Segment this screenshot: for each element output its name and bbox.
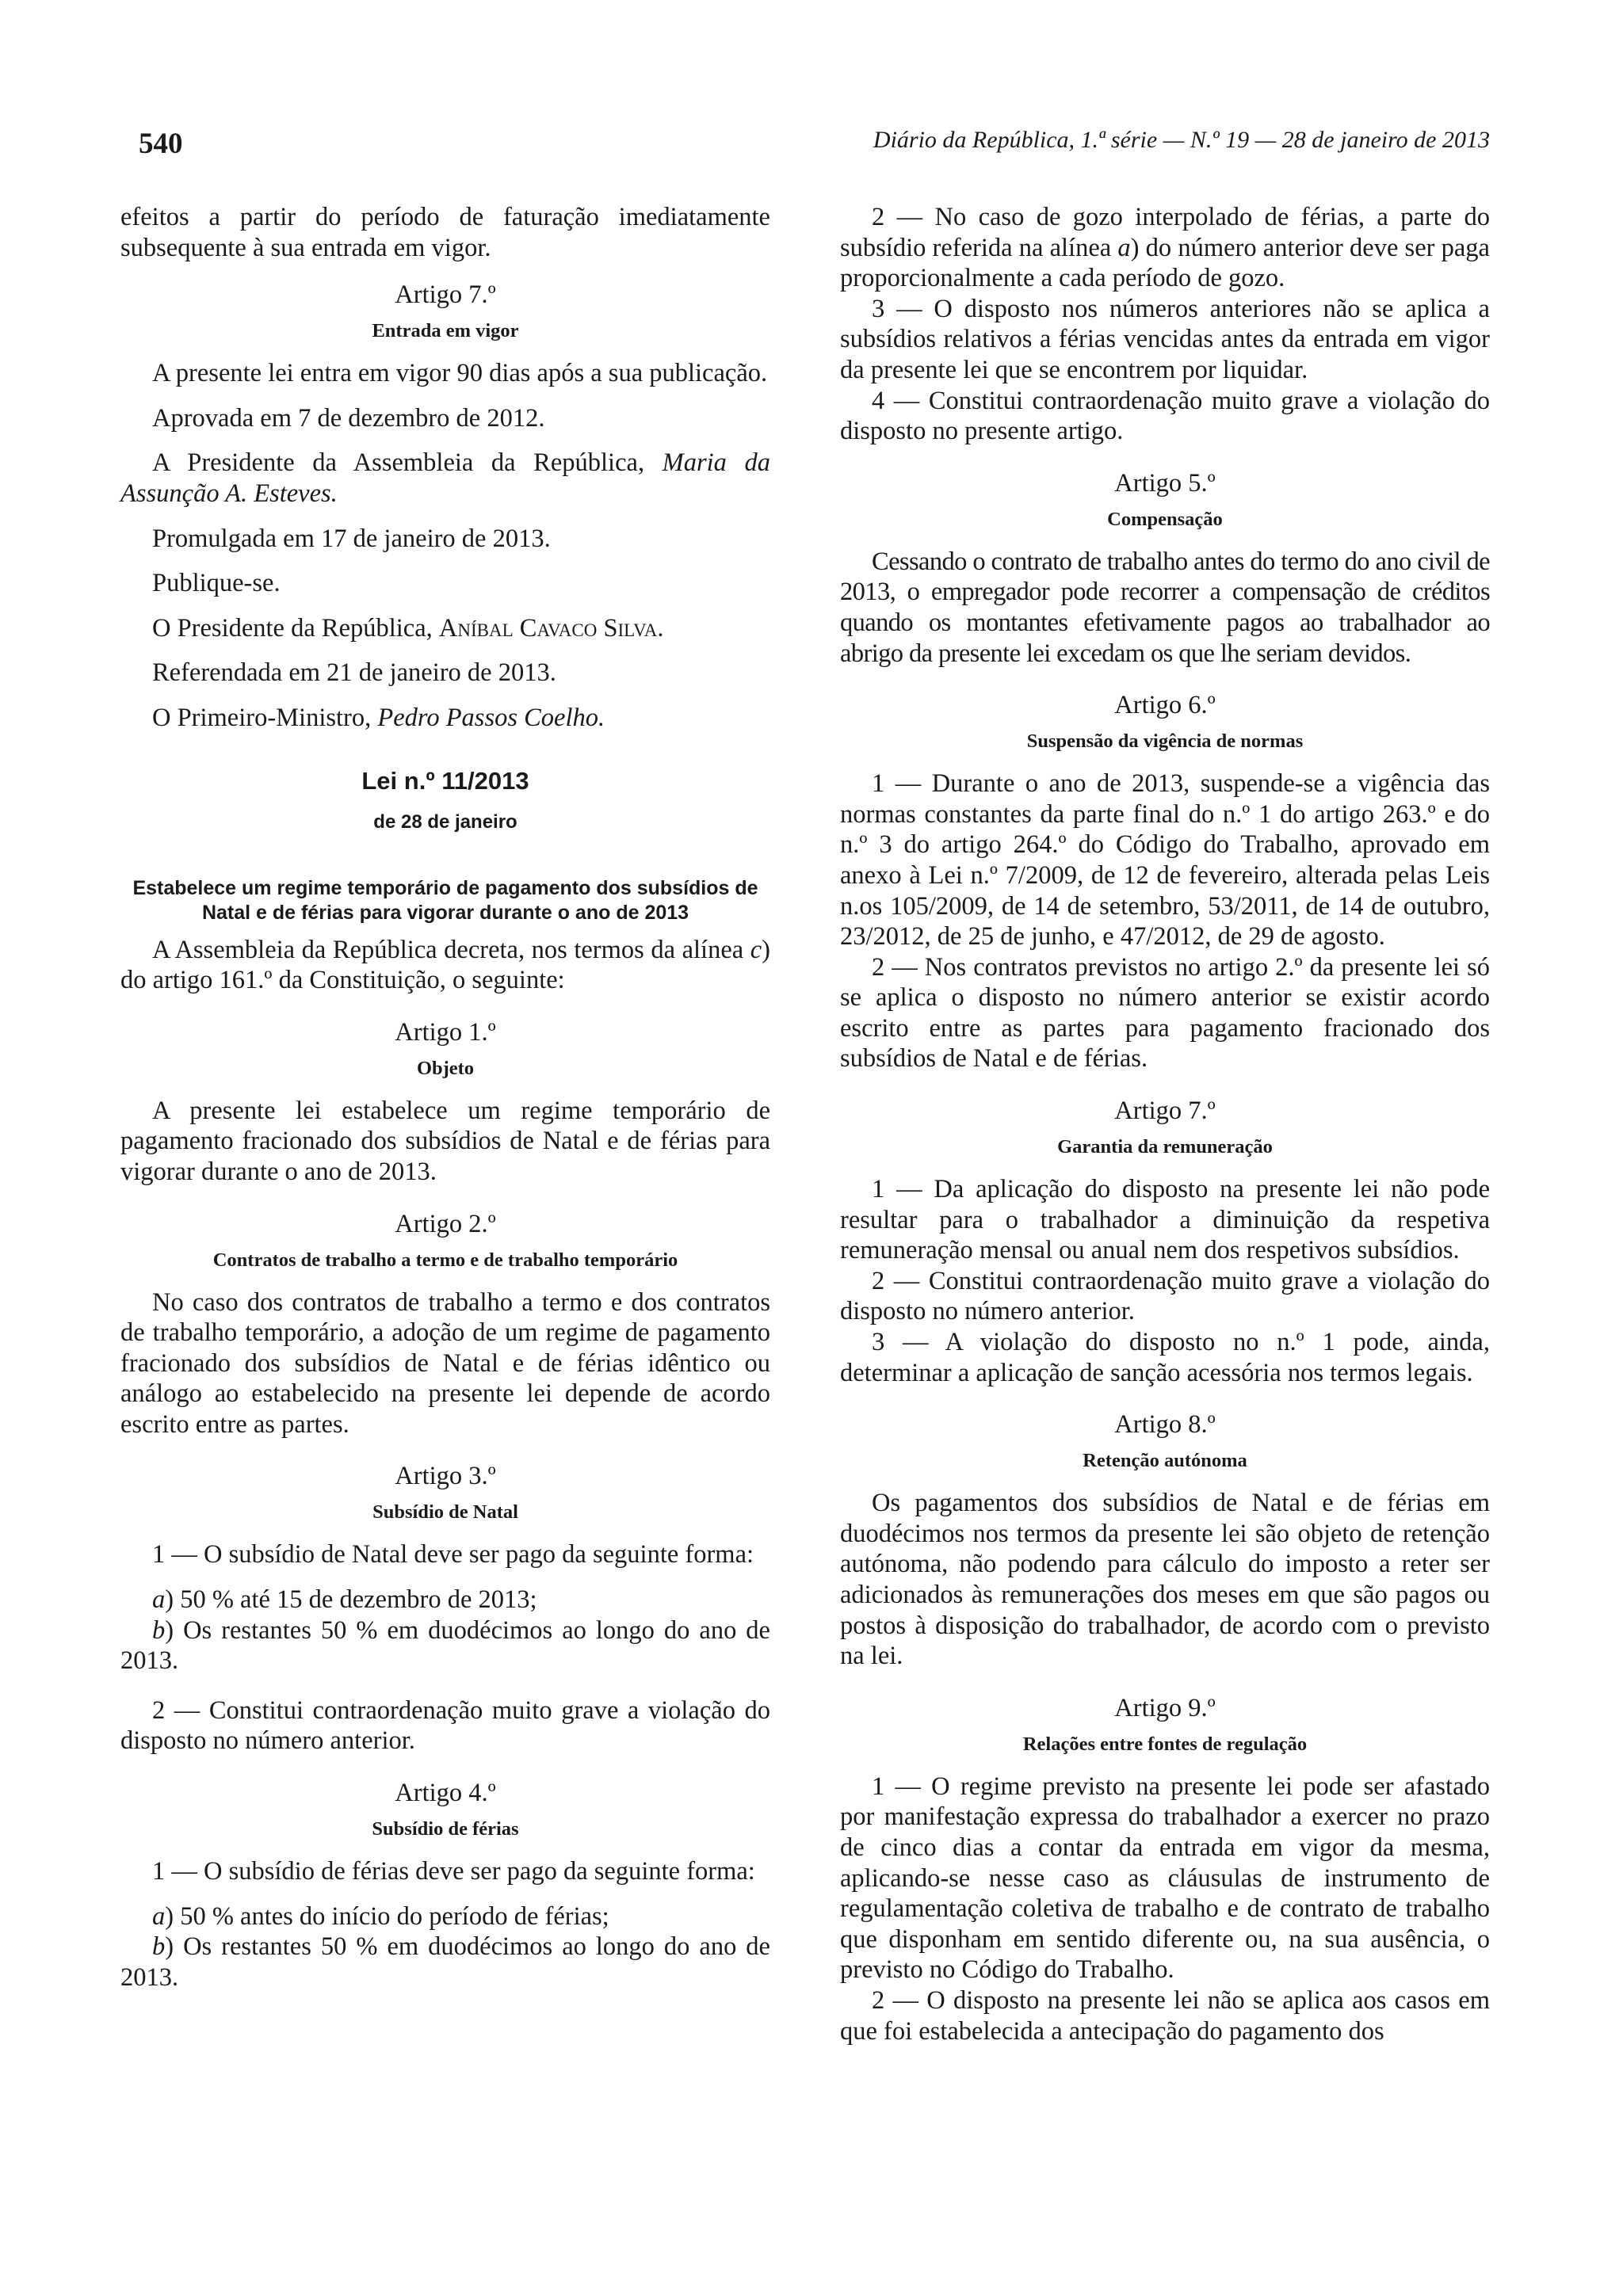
list-letter: b: [152, 1615, 166, 1645]
paragraph: 2 — Constitui contraordenação muito grave a violação do disposto no número anterior.: [840, 1266, 1490, 1326]
law-date: de 28 de janeiro: [373, 810, 517, 833]
list-letter: a: [1117, 233, 1131, 262]
list-item: [120, 1932, 770, 1993]
article-heading: Artigo 7.º: [395, 280, 496, 310]
paragraph: No caso dos contratos de trabalho a termo e dos contratos de trabalho temporário, a adoção de um regime de pagamento fracionado dos subsídios de Natal e de férias idêntico ou análogo ao estabelecido na presente lei depende de acordo escrito entre as partes.: [120, 1287, 770, 1439]
article-heading: Artigo 7.º: [1114, 1097, 1216, 1126]
list-text: ) 50 % até 15 de dezembro de 2013;: [165, 1585, 537, 1615]
article-title: Entrada em vigor: [372, 320, 519, 342]
article-heading: Artigo 9.º: [1114, 1693, 1216, 1722]
signature-name: Maria da Assunção A. Esteves.: [120, 448, 770, 508]
law-summary: Estabelece um regime temporário de pagamento dos subsídios de Natal e de férias para vigorar durante o ano de 2013: [132, 876, 758, 924]
list-letter: a: [152, 1585, 166, 1615]
publish-order: Publique-se.: [152, 569, 281, 598]
signature-role: A Presidente da Assembleia da República,: [152, 448, 663, 478]
paragraph: A presente lei entra em vigor 90 dias após a sua publicação.: [152, 359, 768, 388]
decree-text: A Assembleia da República decreta, nos termos da alínea: [152, 935, 750, 964]
paragraph: 2 — Constitui contraordenação muito grave a violação do disposto no número anterior.: [120, 1695, 770, 1756]
list-letter: b: [152, 1932, 166, 1962]
decree-text: ) do artigo 161.º da Constituição, o seguinte:: [120, 935, 770, 995]
signature-name: Pedro Passos Coelho.: [377, 703, 605, 732]
article-title: Subsídio de Natal: [372, 1501, 518, 1524]
article-heading: Artigo 3.º: [395, 1462, 496, 1491]
paragraph: [840, 202, 1490, 294]
signature-prime-minister: [120, 703, 770, 734]
paragraph: 2 — O disposto na presente lei não se aplica aos casos em que foi estabelecida a antecipação do pagamento dos: [840, 1985, 1490, 2046]
paragraph-text: 2 — No caso de gozo interpolado de férias, a parte do subsídio referida na alínea: [840, 203, 1490, 262]
left-column: [120, 202, 770, 1993]
signature-role: O Presidente da República,: [152, 613, 439, 643]
paragraph: 1 — O subsídio de Natal deve ser pago da seguinte forma:: [152, 1540, 754, 1569]
list-letter: a: [152, 1901, 166, 1931]
article-heading: Artigo 6.º: [1114, 691, 1216, 720]
article-title: Suspensão da vigência de normas: [1026, 730, 1304, 753]
paragraph: 4 — Constitui contraordenação muito grave a violação do disposto no presente artigo.: [840, 386, 1490, 446]
law-title: Lei n.º 11/2013: [361, 766, 529, 795]
decree-paragraph: [120, 935, 770, 996]
signature-republic-president: [120, 613, 770, 644]
article-heading: Artigo 5.º: [1114, 468, 1216, 498]
paragraph: 1 — Durante o ano de 2013, suspende-se a vigência das normas constantes da parte final do n.º 1 do artigo 263.º e do n.º 3 do artigo 264.º do Código do Trabalho, aprovado em anexo à Lei n.º 7/2009, de 12 de fevereiro, alterada pelas Leis n.os 105/2009, de 14 de setembro, 53/2011, de 14 de outubro, 23/2012, de 25 de junho, e 47/2012, de 29 de agosto.: [840, 769, 1490, 952]
page-number: 540: [139, 128, 183, 160]
list-text: ) 50 % antes do início do período de férias;: [165, 1901, 609, 1931]
list-item: [120, 1901, 770, 1932]
approval-date: Aprovada em 7 de dezembro de 2012.: [152, 403, 545, 433]
article-heading: Artigo 1.º: [395, 1017, 496, 1047]
paragraph: A presente lei estabelece um regime temporário de pagamento fracionado dos subsídios de Natal e de férias para vigorar durante o ano de 2013.: [120, 1096, 770, 1186]
article-title: Compensação: [1107, 508, 1223, 530]
article-title: Garantia da remuneração: [1057, 1136, 1273, 1158]
paragraph-text: ) do número anterior deve ser paga proporcionalmente a cada período de gozo.: [840, 233, 1490, 293]
paragraph: 1 — Da aplicação do disposto na presente lei não pode resultar para o trabalhador a diminuição da respetiva remuneração mensal ou anual nem dos respetivos subsídios.: [840, 1175, 1490, 1265]
article-heading: Artigo 2.º: [395, 1209, 496, 1238]
signature-assembly-president: [120, 448, 770, 509]
article-title: Objeto: [416, 1057, 475, 1079]
paragraph: 1 — O subsídio de férias deve ser pago da seguinte forma:: [152, 1857, 755, 1886]
signature-name: Aníbal Cavaco Silva.: [438, 613, 664, 643]
paragraph: 3 — O disposto nos números anteriores não se aplica a subsídios relativos a férias vencidas antes da entrada em vigor da presente lei que se encontrem por liquidar.: [840, 294, 1490, 384]
list-text: ) Os restantes 50 % em duodécimos ao longo do ano de 2013.: [120, 1932, 770, 1992]
right-column: [840, 202, 1490, 2046]
paragraph: 1 — O regime previsto na presente lei pode ser afastado por manifestação expressa do trabalhador a exercer no prazo de cinco dias a contar da entrada em vigor da mesma, aplicando-se nesse caso as cláusulas de instrumento de regulamentação coletiva de trabalho e de contrato de trabalho que disponham em sentido diferente ou, na sua ausência, o previsto no Código do Trabalho.: [840, 1772, 1490, 1985]
promulgation-date: Promulgada em 17 de janeiro de 2013.: [152, 524, 551, 553]
paragraph: Cessando o contrato de trabalho antes do termo do ano civil de 2013, o empregador pode recorrer a compensação de créditos quando os montantes efetivamente pagos ao trabalhador ao abrigo da presente lei excedam os que lhe seriam devidos.: [840, 547, 1490, 668]
article-heading: Artigo 4.º: [395, 1779, 496, 1808]
page-header: [139, 127, 1490, 168]
article-heading: Artigo 8.º: [1114, 1410, 1216, 1440]
paragraph: 3 — A violação do disposto no n.º 1 pode, ainda, determinar a aplicação de sanção acessória nos termos legais.: [840, 1328, 1490, 1387]
paragraph: 2 — Nos contratos previstos no artigo 2.º da presente lei só se aplica o disposto no número anterior se existir acordo escrito entre as partes para pagamento fracionado dos subsídios de Natal e de férias.: [840, 952, 1490, 1074]
paragraph: Os pagamentos dos subsídios de Natal e de férias em duodécimos nos termos da presente lei são objeto de retenção autónoma, não podendo para cálculo do imposto a reter ser adicionados às remunerações dos meses em que são pagos ou postos à disposição do trabalhador, de acordo com o previsto na lei.: [840, 1489, 1490, 1671]
countersign-date: Referendada em 21 de janeiro de 2013.: [152, 658, 556, 688]
list-text: ) Os restantes 50 % em duodécimos ao longo do ano de 2013.: [120, 1615, 770, 1676]
article-title: Relações entre fontes de regulação: [1022, 1733, 1308, 1755]
running-head: Diário da República, 1.ª série — N.º 19 — 28 de janeiro de 2013: [873, 127, 1490, 153]
paragraph: efeitos a partir do período de faturação imediatamente subsequente à sua entrada em vigor.: [120, 203, 770, 262]
decree-letter: c: [750, 935, 762, 964]
article-title: Retenção autónoma: [1083, 1450, 1247, 1472]
article-title: Subsídio de férias: [372, 1818, 519, 1840]
list-item: [120, 1585, 770, 1615]
signature-role: O Primeiro-Ministro,: [152, 703, 378, 732]
article-title: Contratos de trabalho a termo e de trabalho temporário: [212, 1249, 678, 1271]
list-item: [120, 1615, 770, 1676]
